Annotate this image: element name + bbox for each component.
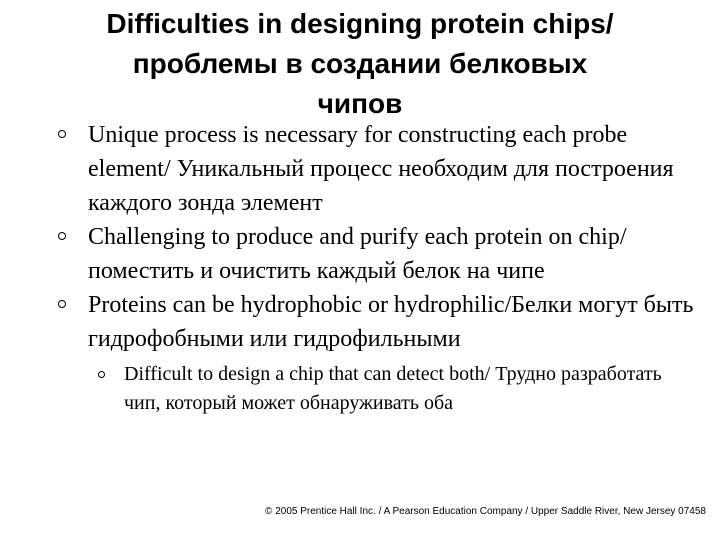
- title-line-1: Difficulties in designing protein chips/: [106, 8, 614, 39]
- sub-bullet-list: [88, 360, 694, 418]
- slide-title: [20, 4, 700, 124]
- bullet-list: [54, 118, 694, 418]
- sub-bullet-text: Difficult to design a chip that can detect both/ Трудно разработать чип, который может обнаруживать оба: [124, 363, 662, 414]
- bullet-dot-icon: [58, 300, 66, 308]
- bullet-dot-icon: [58, 232, 66, 240]
- bullet-text: Proteins can be hydrophobic or hydrophilic/Белки могут быть гидрофобными или гидрофильными: [88, 292, 694, 352]
- title-line-3: чипов: [317, 88, 403, 119]
- copyright-footer: © 2005 Prentice Hall Inc. / A Pearson Education Company / Upper Saddle River, New Jersey 07458: [265, 506, 706, 517]
- bullet-text: Unique process is necessary for constructing each probe element/ Уникальный процесс необходим для построения каждого зонда элемент: [88, 122, 674, 216]
- sub-bullet-dot-icon: [98, 371, 105, 378]
- title-line-2: проблемы в создании белковых: [132, 48, 588, 79]
- sub-bullet-item-difficult: [94, 360, 694, 418]
- bullet-item-challenging: [54, 220, 694, 288]
- bullet-text: Challenging to produce and purify each protein on chip/ поместить и очистить каждый белок на чипе: [88, 224, 627, 284]
- bullet-item-proteins: [54, 288, 694, 418]
- bullet-dot-icon: [58, 130, 66, 138]
- bullet-item-unique-process: [54, 118, 694, 220]
